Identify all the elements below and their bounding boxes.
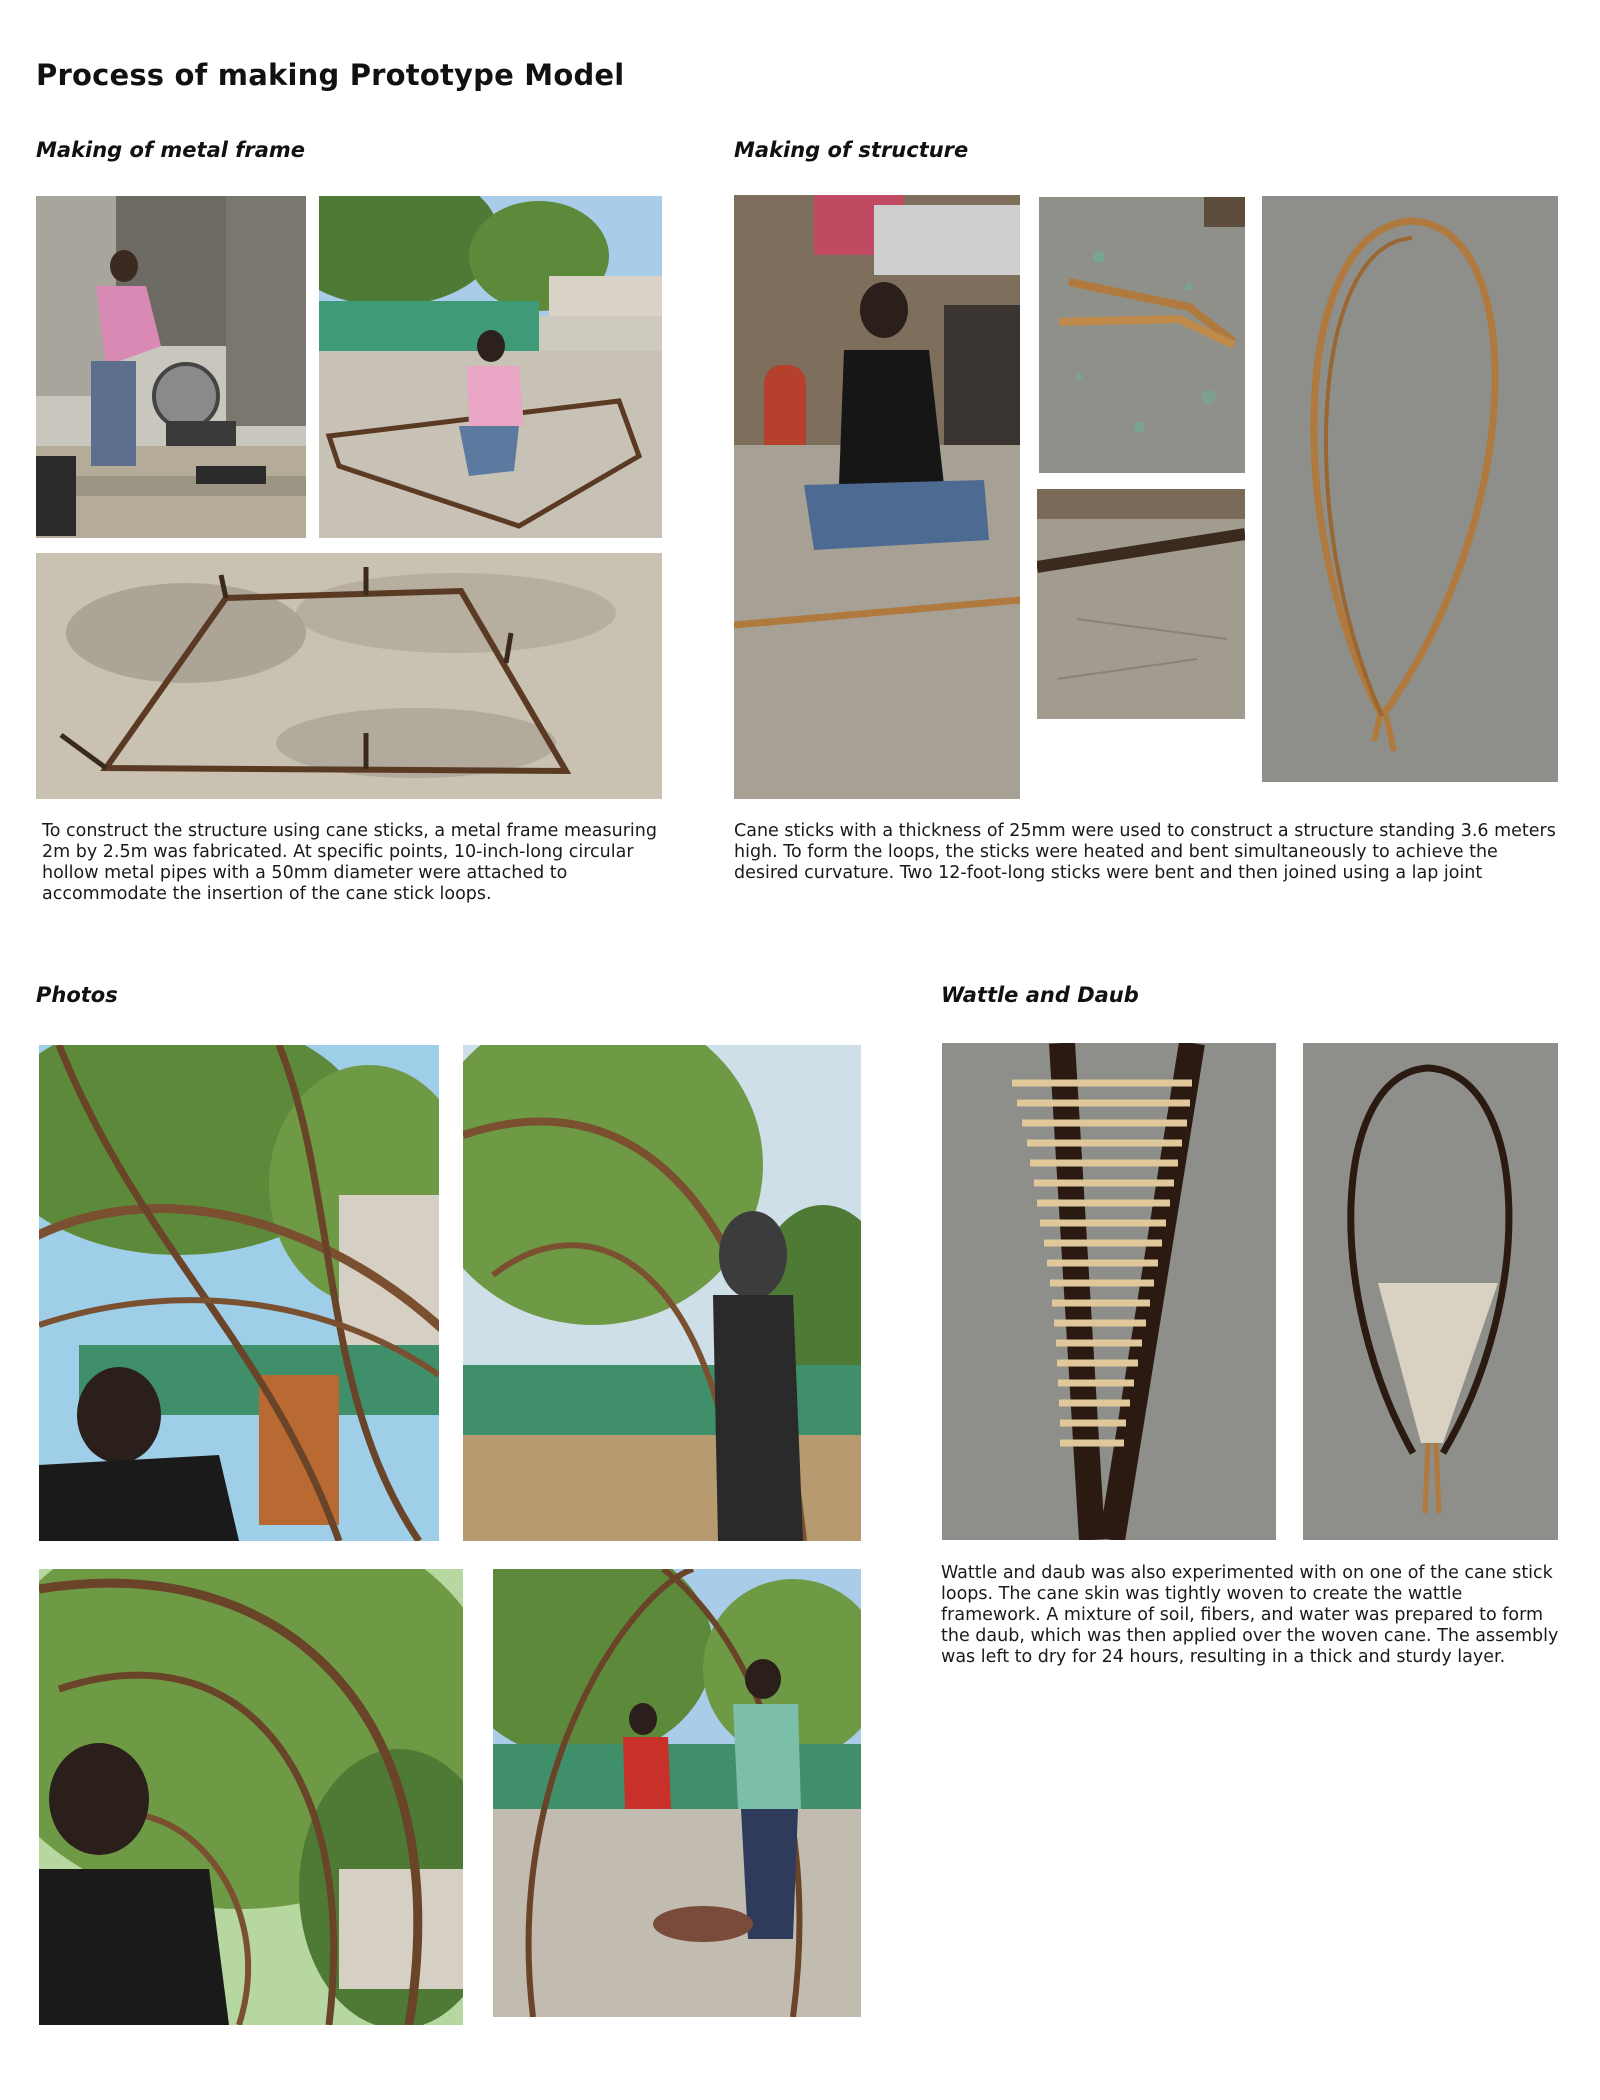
wattle-daub-description: Wattle and daub was also experimented with on one of the cane stick loops. The cane skin was tightly woven to create the wattle framework. A mixture of soil, fibers, and water was prepared to form the daub, which was then applied over the woven cane. The assembly was left to dry for 24 hours, resulting in a thick and sturdy layer. — [941, 1563, 1559, 1667]
photo-two-people-assembling — [493, 1569, 861, 2017]
photo-bending-cane-sticks — [734, 195, 1020, 799]
photo-bent-cane-loop — [1262, 196, 1558, 782]
photo-cane-stick-pieces — [1039, 197, 1245, 473]
photo-holding-loop — [39, 1569, 463, 2025]
photo-cutting-metal-pipe — [36, 196, 306, 538]
photo-daub-applied — [1303, 1043, 1558, 1540]
photo-tying-cane-loops — [39, 1045, 439, 1541]
photo-woven-wattle — [942, 1043, 1276, 1540]
section-title-wattle-daub: Wattle and Daub — [941, 983, 1139, 1007]
section-title-metal-frame: Making of metal frame — [36, 138, 306, 162]
photo-cane-stick-closeup — [1037, 489, 1245, 719]
photo-laying-out-frame — [319, 196, 662, 538]
photo-completed-metal-frame — [36, 553, 662, 799]
section-title-photos: Photos — [36, 983, 118, 1007]
section-title-structure: Making of structure — [734, 138, 969, 162]
photo-adjusting-loops — [463, 1045, 861, 1541]
structure-description: Cane sticks with a thickness of 25mm were used to construct a structure standing 3.6 meters high. To form the loops, the sticks were heated and bent simultaneously to achieve the desired curvature. Two 12-foot-long sticks were bent and then joined using a lap joint — [734, 821, 1556, 883]
metal-frame-description: To construct the structure using cane sticks, a metal frame measuring 2m by 2.5m was fabricated. At specific points, 10-inch-long circular hollow metal pipes with a 50mm diameter were attached to accommodate the insertion of the cane stick loops. — [42, 821, 657, 904]
page-title: Process of making Prototype Model — [36, 58, 625, 92]
